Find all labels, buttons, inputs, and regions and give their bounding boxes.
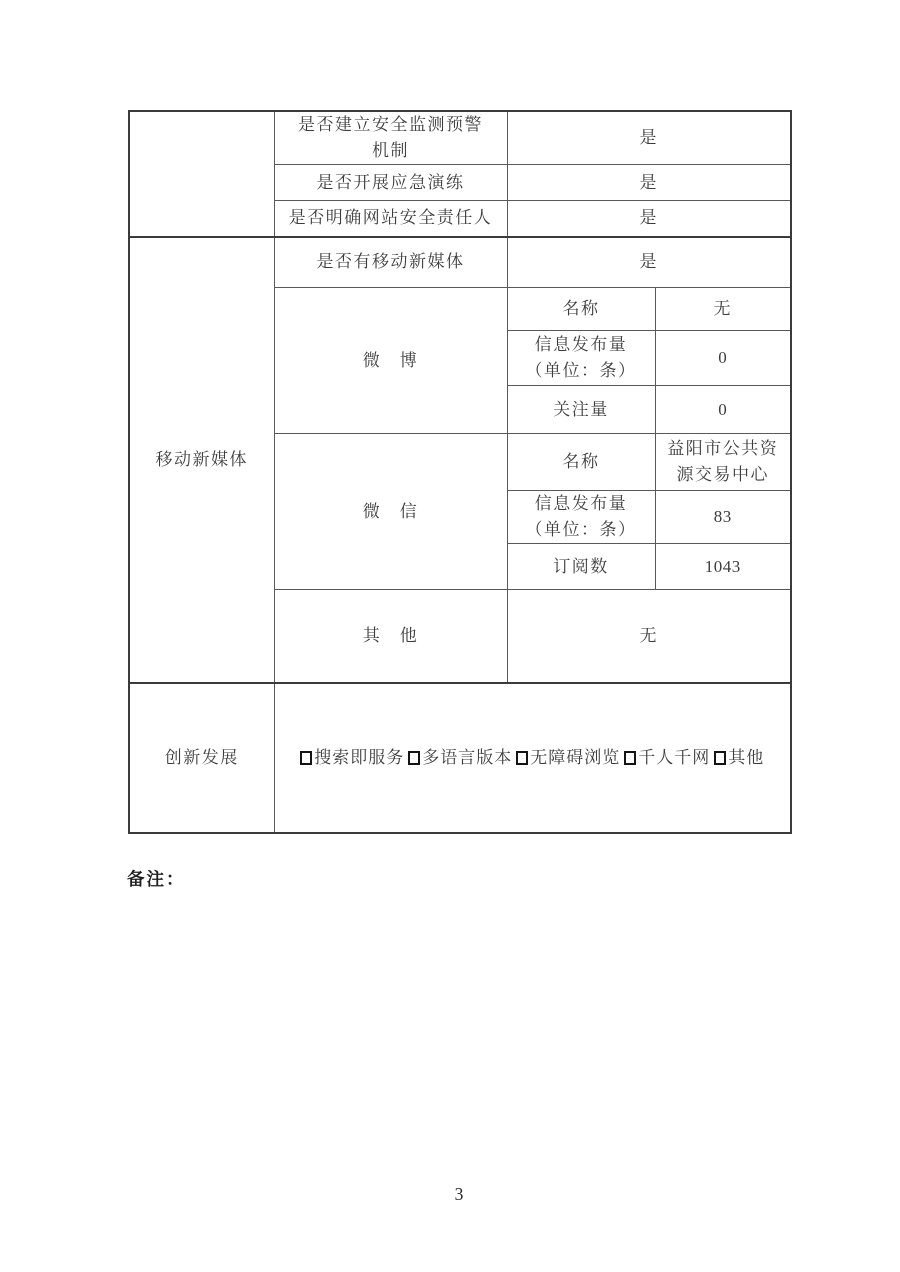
cell-label-has-mobile-media [274,237,507,288]
cell-value-security-officer [507,201,791,237]
innovation-option-personalized [620,748,710,767]
cell-value-has-mobile-media [507,237,791,288]
cell-label-wechat-name [507,434,655,491]
checkbox-unchecked-icon [408,751,420,765]
weibo-name-label: 名称 [562,299,600,318]
wechat-name-value-line1: 益阳市公共资 [667,439,779,458]
cell-value-weibo-posts [655,331,791,386]
innovation-option-accessibility [512,748,620,767]
cell-value-weibo-name [655,288,791,331]
checkbox-unchecked-icon [624,751,636,765]
innovation-options-line [275,745,791,771]
weibo-name-value: 无 [713,299,732,318]
cell-value-emergency-drill [507,165,791,201]
wechat-name-value-line2: 源交易中心 [676,465,769,484]
weibo-followers-value: 0 [718,399,728,419]
cell-innovation-options [274,683,791,833]
security-officer-value: 是 [639,208,658,228]
innovation-option-multilang [404,748,512,767]
cell-section-innovation [129,683,274,833]
cell-value-security-monitor [507,111,791,165]
cell-label-emergency-drill [274,165,507,201]
cell-value-other-media [507,590,791,683]
wechat-label: 微 信 [362,501,419,521]
cell-label-weibo-followers [507,386,655,434]
cell-label-other-media [274,590,507,683]
cell-value-wechat-subscribers [655,544,791,590]
checkbox-unchecked-icon [714,751,726,765]
security-monitor-value: 是 [639,128,658,147]
cell-section-mobile-media [129,237,274,683]
cell-label-wechat [274,434,507,590]
cell-label-weibo [274,288,507,434]
cell-label-weibo-posts [507,331,655,386]
innovation-option-label: 无障碍浏览 [530,747,621,767]
innovation-option-label: 千人千网 [638,747,711,767]
emergency-drill-value: 是 [639,172,658,192]
cell-label-security-officer [274,201,507,237]
has-mobile-media-value: 是 [639,252,658,272]
section-innovation-label: 创新发展 [164,747,239,767]
cell-label-security-monitor [274,111,507,165]
wechat-subscribers-value: 1043 [704,556,741,576]
wechat-name-label: 名称 [562,452,600,471]
security-officer-label: 是否明确网站安全责任人 [288,208,493,228]
security-monitor-label-line1: 是否建立安全监测预警 [298,115,483,134]
cell-label-wechat-posts [507,491,655,544]
innovation-option-label: 搜索即服务 [314,747,405,767]
weibo-posts-label-line1: 信息发布量 [534,335,628,354]
cell-section-empty [129,111,274,237]
weibo-label: 微 博 [362,350,419,370]
page-number: 3 [454,1184,464,1204]
section-mobile-media-label: 移动新媒体 [155,449,248,469]
wechat-posts-label-line1: 信息发布量 [534,494,628,513]
other-media-value: 无 [639,625,658,645]
cell-label-weibo-name [507,288,655,331]
emergency-drill-label: 是否开展应急演练 [316,172,465,192]
innovation-option-label: 多语言版本 [422,747,513,767]
remarks-label: 备注： [127,869,186,889]
innovation-option-search [300,748,404,767]
checkbox-unchecked-icon [516,751,528,765]
innovation-option-other [710,748,764,767]
wechat-posts-label-line2: （单位：条） [525,520,637,539]
wechat-subscribers-label: 订阅数 [553,556,609,576]
weibo-followers-label: 关注量 [553,399,609,419]
security-monitor-label-line2: 机制 [372,141,409,160]
wechat-posts-value: 83 [713,507,732,526]
other-media-label: 其 他 [362,625,419,645]
cell-value-wechat-name [655,434,791,491]
report-table [128,110,792,834]
checkbox-unchecked-icon [300,751,312,765]
cell-value-weibo-followers [655,386,791,434]
weibo-posts-value: 0 [718,348,728,367]
cell-value-wechat-posts [655,491,791,544]
weibo-posts-label-line2: （单位：条） [525,361,637,380]
has-mobile-media-label: 是否有移动新媒体 [316,252,465,272]
innovation-option-label: 其他 [728,747,765,767]
cell-label-wechat-subscribers [507,544,655,590]
